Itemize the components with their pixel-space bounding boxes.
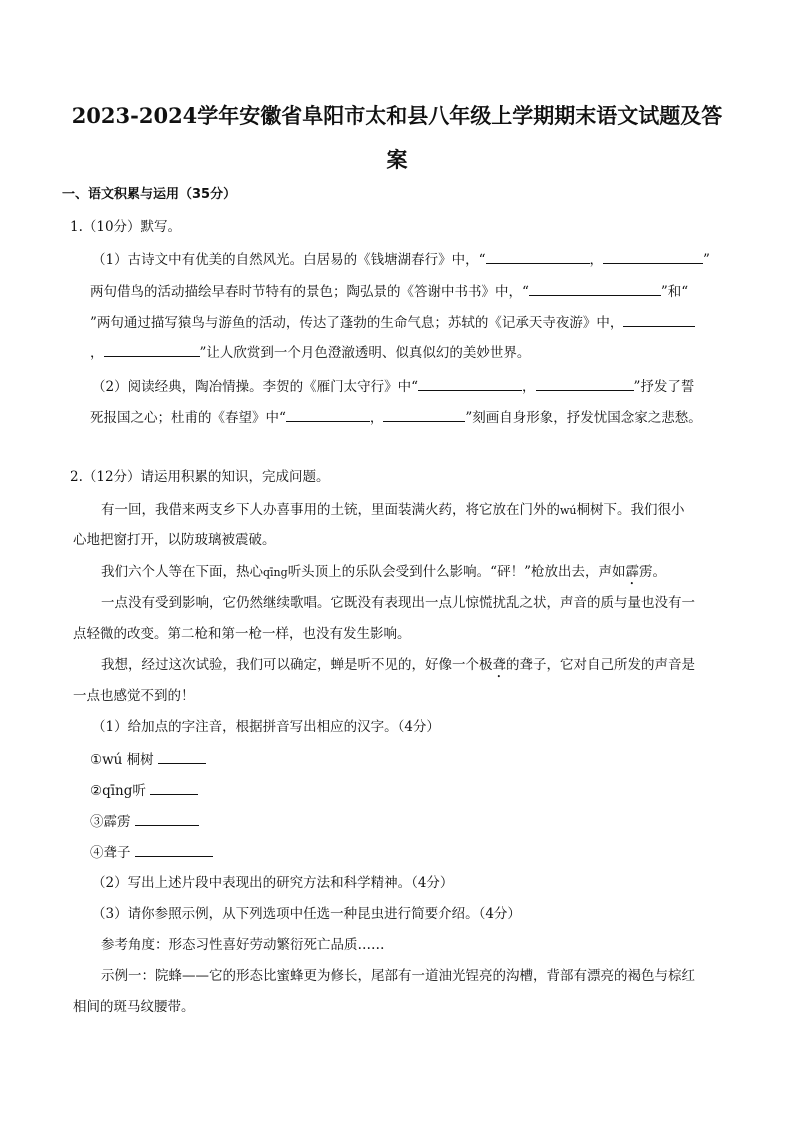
answer-blank[interactable] — [623, 313, 695, 327]
page-title-line2: 案 — [386, 147, 408, 172]
text: 我想，经过这次试验，我们可以确定，蝉是听不见的，好像一个极 — [101, 657, 493, 673]
text: ， — [589, 252, 603, 268]
text: ①wú 桐树 — [90, 752, 154, 768]
answer-blank[interactable] — [603, 250, 703, 264]
text: 桐树下。我们很小 — [576, 502, 685, 518]
text: ， — [369, 410, 384, 426]
dotted-char: 霹 — [625, 564, 639, 580]
page-title-line1: 2023-2024学年安徽省阜阳市太和县八年级上学期期末语文试题及答 — [71, 103, 723, 128]
text: 听头顶上的乐队会受到什么影响。“砰！”枪放出去，声如 — [287, 564, 626, 580]
q2-para3-line1: 一点没有受到影响，它仍然继续歌唱。它既没有表现出一点儿惊慌扰乱之状，声音的质与量也没有一 — [101, 595, 695, 611]
pinyin: qīng — [263, 566, 288, 579]
text: 死报国之心；杜甫的《春望》中“ — [90, 410, 286, 426]
answer-blank[interactable] — [286, 408, 370, 422]
answer-blank[interactable] — [158, 750, 206, 764]
q1-part2-line1 — [92, 377, 694, 396]
text: ②qīng听 — [90, 783, 146, 799]
q2-option-4 — [90, 843, 213, 862]
text: ③霹雳 — [90, 814, 131, 830]
q2-reference-angles: 参考角度：形态习性喜好劳动繁衍死亡品质…… — [101, 937, 385, 953]
q2-para1-line2: 心地把窗打开，以防玻璃被震破。 — [73, 532, 276, 548]
text: ”和“ — [660, 284, 689, 300]
q2-option-3 — [90, 812, 199, 831]
text: 两句借鸟的活动描绘早春时节特有的景色；陶弘景的《答谢中书书》中，“ — [90, 284, 529, 300]
answer-blank[interactable] — [135, 843, 213, 857]
dotted-char: 聋 — [492, 657, 506, 673]
answer-blank[interactable] — [529, 282, 661, 296]
pinyin: wú — [560, 504, 577, 517]
q2-sub3: （3）请你参照示例，从下列选项中任选一种昆虫进行简要介绍。（4分） — [92, 906, 521, 922]
text: ④聋子 — [90, 845, 131, 861]
text: 有一回，我借来两支乡下人办喜事用的土铳，里面装满火药，将它放在门外的 — [101, 502, 560, 518]
q1-part2-line2 — [90, 408, 702, 427]
section1-heading: 一、语文积累与运用（35分） — [62, 187, 237, 202]
text: 雳。 — [639, 564, 666, 580]
q1-part1-line3 — [90, 313, 695, 332]
q2-example-line2: 相间的斑马纹腰带。 — [73, 999, 195, 1015]
text: ”抒发了誓 — [633, 379, 695, 395]
text: ， — [90, 345, 104, 361]
answer-blank[interactable] — [383, 408, 465, 422]
q2-example-line1: 示例一：院蜂——它的形态比蜜蜂更为修长，尾部有一道油光锃亮的沟槽，背部有漂亮的褐色与棕红 — [101, 968, 695, 984]
q1-part1-line4 — [90, 343, 530, 362]
answer-blank[interactable] — [135, 812, 199, 826]
text: （1）古诗文中有优美的自然风光。白居易的《钱塘湖春行》中，“ — [92, 252, 486, 268]
q2-option-2 — [90, 781, 198, 800]
q1-stem: 1.（10分）默写。 — [70, 219, 182, 235]
answer-blank[interactable] — [104, 343, 200, 357]
text: ”让人欣赏到一个月色澄澈透明、似真似幻的美妙世界。 — [199, 345, 531, 361]
q1-part1-line2 — [90, 282, 688, 301]
answer-blank[interactable] — [150, 781, 198, 795]
text: 的聋子，它对自己所发的声音是 — [506, 657, 695, 673]
q2-para4-line1 — [101, 656, 695, 681]
text: （2）阅读经典，陶冶情操。李贺的《雁门太守行》中“ — [92, 379, 418, 395]
q2-para3-line2: 点轻微的改变。第二枪和第一枪一样，也没有发生影响。 — [73, 626, 411, 642]
text: ”刻画自身形象，抒发忧国念家之悲愁。 — [465, 410, 702, 426]
q2-sub2: （2）写出上述片段中表现出的研究方法和科学精神。（4分） — [92, 875, 454, 891]
q1-part1-line1 — [92, 250, 710, 269]
q2-para2 — [101, 563, 666, 588]
text: ”两句通过描写猿鸟与游鱼的活动，传达了蓬勃的生命气息；苏轼的《记承天寺夜游》中， — [90, 315, 624, 331]
text: ， — [522, 379, 536, 395]
q2-para4-line2: 一点也感觉不到的！ — [73, 688, 195, 704]
answer-blank[interactable] — [486, 250, 590, 264]
q2-stem: 2.（12分）请运用积累的知识，完成问题。 — [70, 469, 330, 485]
q2-sub1: （1）给加点的字注音，根据拼音写出相应的汉字。（4分） — [92, 719, 440, 735]
answer-blank[interactable] — [418, 377, 522, 391]
answer-blank[interactable] — [536, 377, 634, 391]
q2-option-1 — [90, 750, 206, 769]
text: 我们六个人等在下面，热心 — [101, 564, 263, 580]
text: ” — [703, 252, 710, 268]
q2-para1-line1 — [101, 501, 685, 520]
